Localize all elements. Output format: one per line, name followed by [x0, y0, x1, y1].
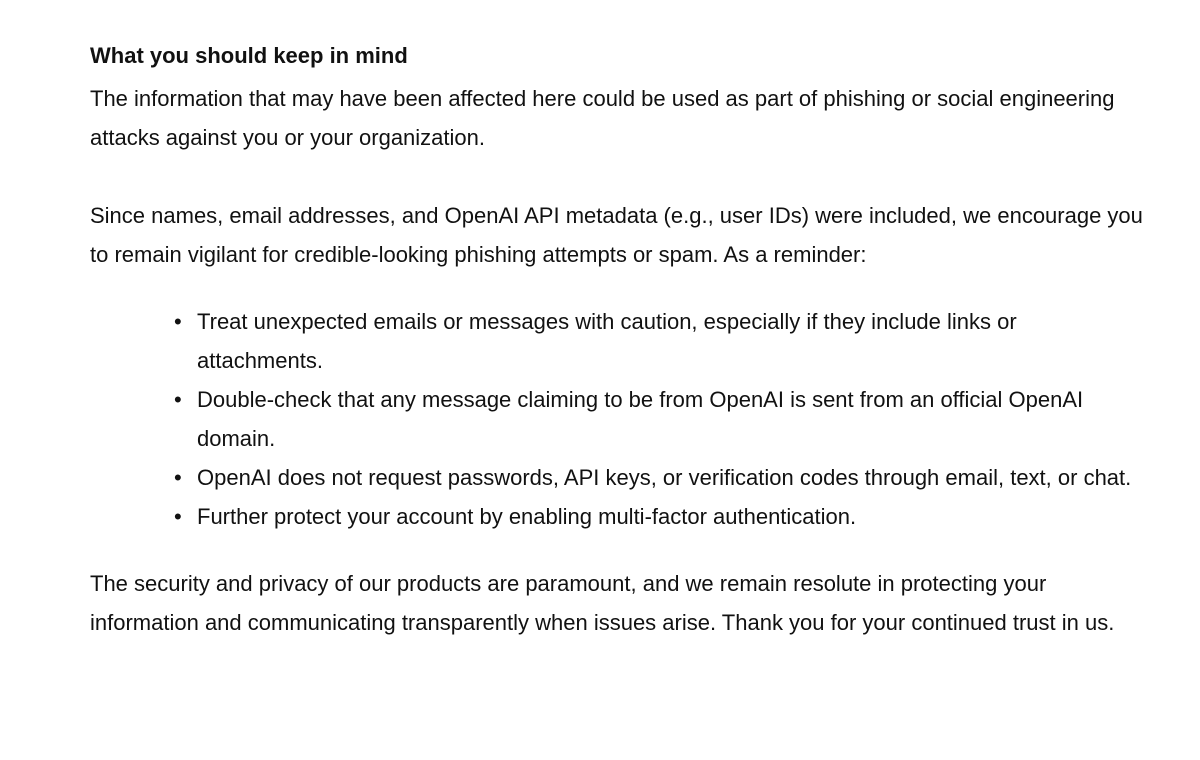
- paragraph-closing: The security and privacy of our products are paramount, and we remain resolute in protecting your information and communicating transparently when issues arise. Thank you for your continued trust in us.: [90, 571, 1115, 635]
- list-item: [174, 458, 1147, 497]
- list-item: [174, 497, 1147, 536]
- spacer: [90, 536, 1200, 564]
- list-item-text: OpenAI does not request passwords, API keys, or verification codes through email, text, or chat.: [197, 465, 1132, 490]
- spacer: [90, 157, 1200, 196]
- list-item-text: Treat unexpected emails or messages with caution, especially if they include links or attachments.: [197, 309, 1017, 373]
- list-item: [174, 380, 1147, 458]
- reminder-list: [90, 302, 1200, 536]
- list-item: [174, 302, 1147, 380]
- bullet-icon: •: [174, 465, 182, 490]
- section-heading: What you should keep in mind: [90, 43, 408, 68]
- list-item-text: Double-check that any message claiming to be from OpenAI is sent from an official OpenAI domain.: [197, 387, 1084, 451]
- spacer: [90, 274, 1200, 302]
- list-item-text: Further protect your account by enabling multi-factor authentication.: [197, 504, 857, 529]
- bullet-icon: •: [174, 387, 182, 412]
- paragraph-vigilance: Since names, email addresses, and OpenAI API metadata (e.g., user IDs) were included, we encourage you to remain vigilant for credible-looking phishing attempts or spam. As a reminder:: [90, 203, 1143, 267]
- paragraph-risk: The information that may have been affected here could be used as part of phishing or social engineering attacks against you or your organization.: [90, 86, 1115, 150]
- bullet-icon: •: [174, 504, 182, 529]
- bullet-icon: •: [174, 309, 182, 334]
